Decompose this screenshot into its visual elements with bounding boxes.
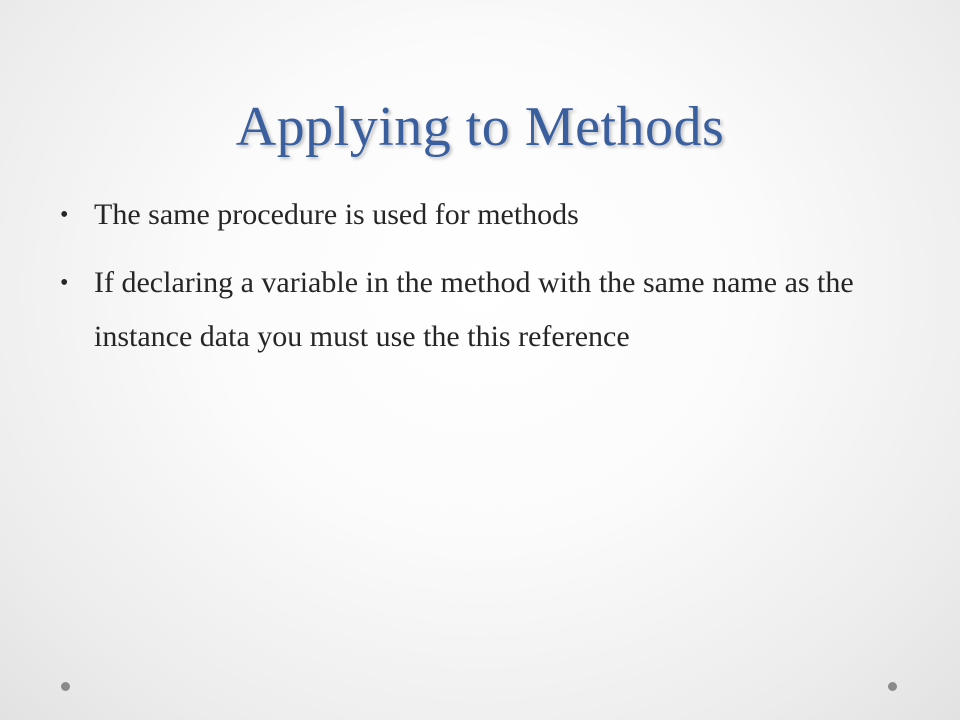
bullet-icon: • bbox=[60, 202, 69, 228]
bullet-item bbox=[58, 188, 878, 242]
bullet-text: The same procedure is used for methods bbox=[94, 198, 579, 231]
slide-title: Applying to Methods bbox=[235, 96, 725, 158]
bullet-list bbox=[58, 188, 878, 378]
decorative-dot-icon bbox=[888, 682, 897, 691]
bullet-icon: • bbox=[60, 270, 69, 296]
decorative-dot-icon bbox=[61, 682, 70, 691]
bullet-text: If declaring a variable in the method with the same name as the instance data you must use the this reference bbox=[94, 266, 854, 353]
bullet-item bbox=[58, 256, 878, 364]
